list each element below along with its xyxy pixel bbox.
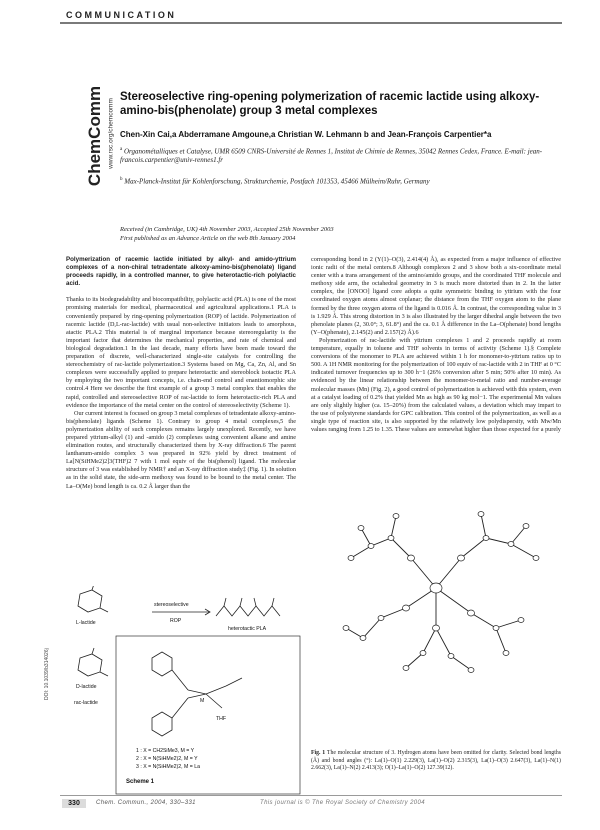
paragraph-intro: Thanks to its biodegradability and biocompatibility, polylactic acid (PLA) is one of the most promising materials for medical, pharmaceutical and agricultural applications.1 PLA is conveniently prepared by ring-opening polymerization (ROP) of lactide. Polymerization of racemic lactide (D,L-rac-lactide) with usual non-selective initiators leads to amorphous, atactic PLA.2 This material is of marginal importance because stereoregularity is the important factor that determines the mechanical properties, and rate of chemical and biological degradation.1 In the last decade, many efforts have been made toward the preparation of discrete, well-characterized single-site catalysts for controlling the stereochemistry of rac-lactide polymerization.3 Systems based on Mg, Ca, Zn, Al, and Sn complexes were successfully applied to prepare heterotactic and stereoblock isotactic PLA by employing the two important concepts, i.e. chain-end control and enantiomorphic site control.4 Here we describe the first example of a group 3 metal complex that enables the rapid, controlled and stereoselective ROP of rac-lactide to form heterotactic-rich PLA and evidence the importance of the metal center on the control of stereoselectivity (Scheme 1). [66,296,296,409]
affiliation-a [120,145,560,165]
article-authors: Chen-Xin Cai,a Abderramane Amgoune,a Christian W. Lehmann b and Jean-François Carpentier*a [120,130,492,139]
top-bar [0,0,600,30]
first-published: First published as an Advance Article on the web 8th January 2004 [120,234,296,242]
paragraph-current-interest: Our current interest is focused on group 3 metal complexes of tetradentate alkoxy-amino-bis(phenolate) ligands (Scheme 1). Contrary to group 4 metal complexes,5 the polymerization ability of such complexes remains largely unexplored. Recently, we have prepared yttrium-alkyl (1) and -amido (2) complexes using convenient alkane and amine elimination routes, and structurally characterized them by X-ray diffraction.6 The parent lanthanum-amido complex 3 was prepared in 92% yield by direct treatment of La[N(SiHMe2)2]3(THF)2 7 with 1 mol equiv of the bis(phenol) ligand. The molecular structure of 3 was established by NMR† and an X-ray diffraction study‡ (Fig. 1). In solution as in the solid state, the side-arm methoxy was found to be bound to the metal center. The La–O(Me) bond length is ca. 0.2 Å larger than the [66,409,296,490]
footer-rule [60,795,562,796]
figure-1-molecular-structure [311,488,561,688]
arrow-label-bottom: ROP [170,618,182,624]
received-info [120,226,560,243]
figure-caption-label: Fig. 1 [311,750,326,756]
received-dates: Received (in Cambridge, UK) 4th November 2003, Accepted 25th November 2003 [120,226,334,233]
paragraph-polymerization: Polymerization of rac-lactide with yttrium complexes 1 and 2 proceeds rapidly at room temperature, equally in toluene and THF solvents in terms of activity (Scheme 1).§ Complete conversions of the monomer to PLA are achieved within 1 h for monomer-to-yttrium ratios up to 500. A 1H NMR monitoring for the polymerization of 100 equiv of rac-lactide with 2 in THF at 0 °C indicated turnover frequencies up to 300 h−1 (26% conversion after 5 min; 50% after 10 min). As evidenced by the linear relationship between the monomer-to-metal ratio and number-average molecular masses (Mn) (Fig. 2), a good control of polymerization is achieved with this system, even at a catalyst loading of 0.2% that yielded Mn as high as 90 kg mol−1. The experimental Mn values are only slightly higher (ca. 15–20%) from the calculated values, a deviation which may impart to the use of polystyrene standards for GPC calibration. This control of the polymerization, as well as a single type of reaction site, is also supported by the relatively low polydispersity, with Mw/Mn values ranging from 1.25 to 1.35. These values are somewhat higher than those expected for a purely [311,336,561,433]
article-title: Stereoselective ring-opening polymerization of racemic lactide using alkoxy-amino-bis(phenolate) group 3 metal complexes [120,91,540,117]
doi-label[interactable]: DOI: 10.1039/b314026j [44,648,50,700]
complex-1-label: 1 : X = CH2SiMe3, M = Y [136,748,195,754]
abstract: Polymerization of racemic lactide initiated by alkyl- and amido-yttrium complexes of a non-chiral tetradentate alkoxy-amino-bis(phenolate) ligand proceeds rapidly, in a controlled manner, to give heterotactic-rich polylactic acid. [66,256,296,288]
figure-caption-text: The molecular structure of 3. Hydrogen atoms have been omitted for clarity. Selected bond lengths (Å) and bond angles (°): La(1)–O(1) 2.229(3), La(1)–O(2) 2.315(3), La(1)–O(3) 2.647(3), La(1)–N(1) 2.662(3), La(1)–N(2) 2.413(3); O(1)–La(1)–O(2) 127.39(12). [311,750,561,772]
journal-url[interactable]: www.rsc.org/chemcomm [107,98,115,169]
top-rule [60,22,562,24]
journal-brand: ChemComm [85,85,104,187]
complex-2-label: 2 : X = N(SiHMe2)2, M = Y [136,756,198,762]
affiliation-b-mark: b [120,177,123,182]
copyright-notice: This journal is © The Royal Society of Chemistry 2004 [260,800,426,806]
page-number: 330 [62,799,86,808]
metal-label: M [200,698,205,704]
journal-citation: Chem. Commun., 2004, 330–331 [96,800,196,806]
affiliation-b [120,175,560,186]
l-lactide-ring [78,590,102,612]
phenolate-ring-1 [152,652,172,676]
figure-caption [311,750,561,773]
complex-box [116,636,300,794]
journal-logo [78,78,115,218]
paragraph-structure: corresponding bond in 2 (Y(1)–O(3), 2.414(4) Å), as expected from a major influence of effective ionic radii of the metal centers.8 Although complexes 2 and 3 show both a six-coordinate metal center with a trans arrangement of the amino/amido groups, and the coordinated THF molecule and methoxy side arm, the octahedral geometry in 3 is much more distorted than in 2. In the latter complex, the [ONOO] ligand core adopts a quite symmetric binding to yttrium with the four coordinated oxygen atoms almost coplanar; the distance from the THF oxygen atom to the plane formed by the three oxygen atoms of the ligand is 0.016 Å. In contrast, the corresponding value in 3 is 1.929 Å. This strong distortion in 3 is also illustrated by the larger dihedral angle between the two phenolate planes (2, 30.0°; 3, 61.8°) and the ca. 0.1 Å difference in the La–O(phenate) bond lengths (Y–O(phenate), 2.145(2) and 2.157(2) Å).6 [311,256,561,336]
pla-chain [216,606,280,616]
right-column [311,256,561,434]
section-label: COMMUNICATION [66,10,177,20]
d-lactide-ring [78,654,102,676]
pla-label: heterotactic PLA [228,626,267,632]
left-column [66,256,296,491]
arrow-label-top: stereoselective [154,602,189,608]
rac-label: rac-lactide [74,700,98,706]
ortep-bonds [346,514,536,670]
affiliation-a-text: Organométalliques et Catalyse, UMR 6509 CNRS-Université de Rennes 1, Institut de Chimie de Rennes, 35042 Rennes Cedex, France. E-mail: jean-francois.carpentier@univ-rennes1.fr [120,147,543,165]
phenolate-ring-2 [152,712,172,736]
complex-3-label: 3 : X = N(SiHMe2)2, M = La [136,764,201,770]
thf-label: THF [216,716,227,722]
scheme-caption: Scheme 1 [126,779,155,785]
scheme-1-diagram [66,586,301,796]
d-lactide-label: D-lactide [76,684,97,690]
l-lactide-label: L-lactide [76,620,96,626]
affiliation-a-mark: a [120,147,123,152]
affiliation-b-text: Max-Planck-Institut für Kohlenforschung, Strukturchemie, Postfach 101353, 45466 Mülheim/Ruhr, Germany [124,177,430,186]
